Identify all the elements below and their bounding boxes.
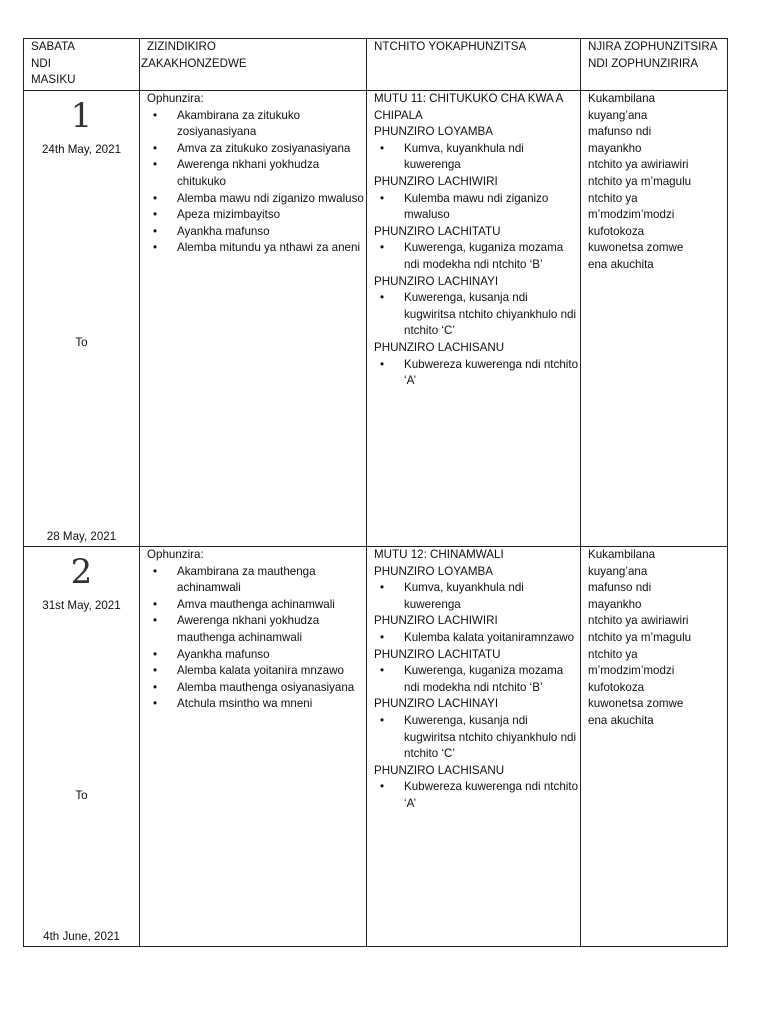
lesson-item: • Kuwerenga, kuganiza mozama ndi modekha ndi ntchito ‘B’ [404, 240, 580, 273]
lesson-items [374, 630, 580, 647]
method-line: kuyang’ana [588, 564, 648, 578]
outcomes-list [147, 108, 366, 257]
week-row [24, 547, 728, 947]
outcome-item: • Amva za zitukuko zosiyanasiyana [177, 141, 366, 158]
method-line: kuyang’ana [588, 108, 648, 122]
week-number: 1 [70, 96, 93, 136]
lesson-items [374, 663, 580, 696]
header-weeks: SABATA NDI MASIKU [24, 39, 140, 91]
method-line: ntchito ya [588, 647, 638, 661]
lesson-items [374, 580, 580, 613]
lesson-item: • Kubwereza kuwerenga ndi ntchito ‘A’ [404, 357, 580, 390]
outcome-item: • Alemba kalata yoitanira mnzawo [177, 663, 366, 680]
week-start-date: 31st May, 2021 [42, 599, 121, 612]
week-to-label: To [75, 789, 88, 802]
header-outcomes: ZIZINDIKIRO ZAKAKHONZEDWE [140, 39, 367, 91]
method-line: kuwonetsa zomwe [588, 241, 684, 255]
lesson-item: • Kuwerenga, kuganiza mozama ndi modekha ndi ntchito ‘B’ [404, 663, 580, 696]
activities-cell [367, 547, 581, 947]
outcome-item: • Akambirana za mauthenga achinamwali [177, 564, 366, 597]
outcome-item: • Akambirana za zitukuko zosiyanasiyana [177, 108, 366, 141]
methods-cell [581, 91, 728, 547]
method-line: mafunso ndi [588, 125, 652, 139]
outcome-item: • Amva mauthenga achinamwali [177, 597, 366, 614]
outcomes-cell [140, 547, 367, 947]
outcome-item: • Awerenga nkhani yokhudza chitukuko [177, 157, 366, 190]
method-line: ena akuchita [588, 257, 654, 271]
outcome-item: • Ayankha mafunso [177, 647, 366, 664]
header-activities: NTCHITO YOKAPHUNZITSA [367, 39, 581, 91]
method-line: m’modzim’modzi [588, 664, 675, 678]
lesson-title: PHUNZIRO LACHISANU [374, 340, 505, 354]
method-line: mayankho [588, 597, 642, 611]
week-number: 2 [70, 552, 93, 592]
lesson-title: PHUNZIRO LACHISANU [374, 763, 505, 777]
outcomes-intro: Ophunzira: [147, 548, 204, 561]
lesson-item: • Kuwerenga, kusanja ndi kugwiritsa ntchito chiyankhulo ndi ntchito ‘C’ [404, 290, 580, 340]
method-line: ntchito ya awiriawiri [588, 158, 689, 172]
lesson-item: • Kumva, kuyankhula ndi kuwerenga [404, 580, 580, 613]
outcomes-intro: Ophunzira: [147, 92, 204, 105]
method-line: ntchito ya awiriawiri [588, 614, 689, 628]
lesson-item: • Kuwerenga, kusanja ndi kugwiritsa ntchito chiyankhulo ndi ntchito ‘C’ [404, 713, 580, 763]
outcome-item: • Alemba mitundu ya nthawi za aneni [177, 240, 366, 257]
lesson-items [374, 191, 580, 224]
unit-title: MUTU 11: CHITUKUKO CHA KWA A CHIPALA [374, 92, 563, 122]
method-line: ntchito ya m’magulu [588, 630, 692, 644]
header-row [24, 39, 728, 91]
methods-cell [581, 547, 728, 947]
outcome-item: • Apeza mizimbayitso [177, 207, 366, 224]
week-start-date: 24th May, 2021 [41, 143, 122, 156]
week-cell [24, 91, 140, 547]
lesson-title: PHUNZIRO LACHIWIRI [374, 614, 498, 628]
method-line: mafunso ndi [588, 581, 652, 595]
method-line: Kukambilana [588, 548, 656, 561]
lesson-title: PHUNZIRO LOYAMBA [374, 564, 493, 578]
method-line: kufotokoza [588, 224, 645, 238]
lesson-items [374, 290, 580, 340]
lesson-title: PHUNZIRO LACHINAYI [374, 274, 499, 288]
method-line: kuwonetsa zomwe [588, 697, 684, 711]
outcome-item: • Alemba mauthenga osiyanasiyana [177, 680, 366, 697]
outcome-item: • Atchula msintho wa mneni [177, 696, 366, 713]
method-line: ena akuchita [588, 713, 654, 727]
lesson-items [374, 240, 580, 273]
method-line: mayankho [588, 141, 642, 155]
outcomes-list [147, 564, 366, 713]
lesson-item: • Kumva, kuyankhula ndi kuwerenga [404, 141, 580, 174]
week-cell [24, 547, 140, 947]
lesson-title: PHUNZIRO LACHINAYI [374, 697, 499, 711]
lesson-title: PHUNZIRO LOYAMBA [374, 125, 493, 139]
method-line: m’modzim’modzi [588, 208, 675, 222]
method-line: ntchito ya m’magulu [588, 174, 692, 188]
lesson-item: • Kulemba mawu ndi ziganizo mwaluso [404, 191, 580, 224]
week-to-label: To [75, 336, 88, 349]
outcome-item: • Alemba mawu ndi ziganizo mwaluso [177, 191, 366, 208]
lesson-item: • Kulemba kalata yoitaniramnzawo [404, 630, 580, 647]
lesson-title: PHUNZIRO LACHITATU [374, 224, 501, 238]
lesson-item: • Kubwereza kuwerenga ndi ntchito ‘A’ [404, 779, 580, 812]
scheme-of-work-table [23, 38, 728, 947]
method-line: kufotokoza [588, 680, 645, 694]
lesson-items [374, 357, 580, 390]
activities-cell [367, 91, 581, 547]
method-line: ntchito ya [588, 191, 638, 205]
lesson-items [374, 713, 580, 763]
week-row [24, 91, 728, 547]
method-line: Kukambilana [588, 92, 656, 105]
lesson-title: PHUNZIRO LACHIWIRI [374, 174, 498, 188]
header-methods: NJIRA ZOPHUNZITSIRA NDI ZOPHUNZIRIRA [581, 39, 728, 91]
outcome-item: • Awerenga nkhani yokhudza mauthenga achinamwali [177, 613, 366, 646]
lesson-items [374, 141, 580, 174]
lesson-title: PHUNZIRO LACHITATU [374, 647, 501, 661]
week-end-date: 28 May, 2021 [46, 530, 117, 544]
week-end-date: 4th June, 2021 [43, 930, 120, 944]
lesson-items [374, 779, 580, 812]
outcomes-cell [140, 91, 367, 547]
unit-title: MUTU 12: CHINAMWALI [374, 548, 504, 561]
outcome-item: • Ayankha mafunso [177, 224, 366, 241]
